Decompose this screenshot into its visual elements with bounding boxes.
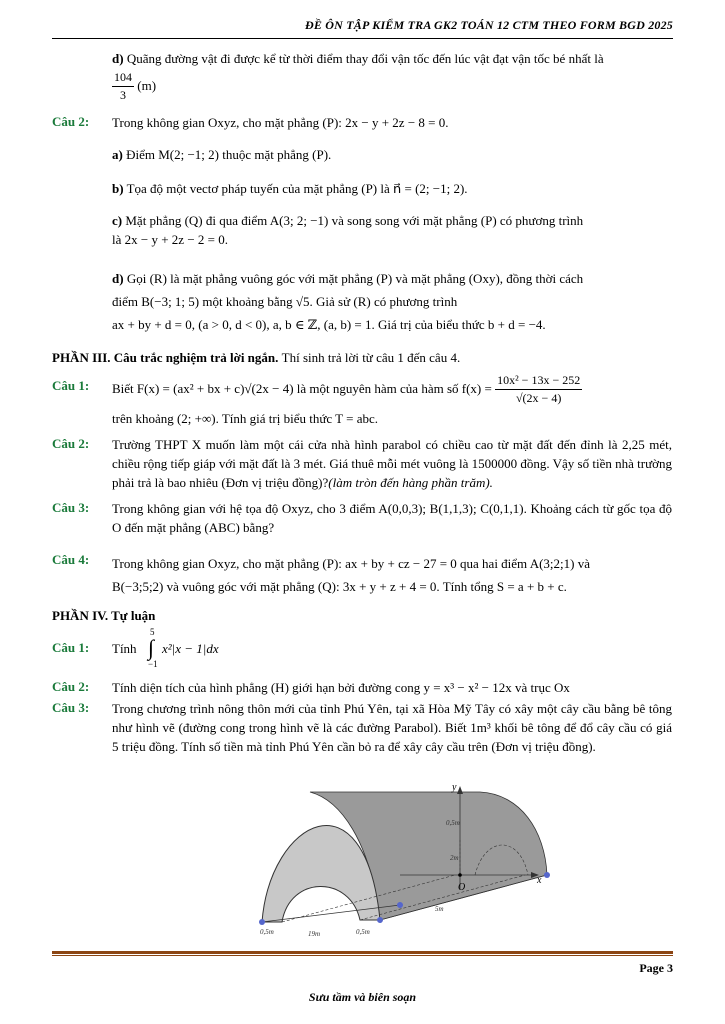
page-number: Page 3 [639, 961, 673, 975]
footer-divider-thick [52, 951, 673, 954]
p4-q1-text: Tính [112, 641, 137, 656]
p3-q1-text1a: Biết F(x) = (ax² + bx + c)√(2x − 4) là một nguyên hàm của hàm số f(x) = [112, 380, 492, 396]
p3-q2 [112, 436, 672, 493]
p2-q2-b [112, 180, 672, 199]
p2-q2-c-text2: là 2x − y + 2z − 2 = 0. [112, 231, 228, 247]
p3-q1 [112, 372, 672, 408]
fig-x-label: x [537, 875, 542, 886]
p3-q3-label: Câu 3: [52, 500, 90, 515]
base-point-front [377, 917, 383, 923]
fig-b3: 0,5m [356, 928, 370, 936]
p2-q2-c-text1: Mặt phẳng (Q) đi qua điểm A(3; 2; −1) và song song với mặt phẳng (P) có phương trình [125, 213, 584, 228]
fig-b1: 0,5m [260, 928, 274, 936]
p3-q2-note: (làm tròn đến hàng phần trăm). [328, 474, 493, 490]
p2-q2-a [112, 146, 672, 165]
p2-q2-stem: Trong không gian Oxyz, cho mặt phẳng (P): 2x − y + 2z − 8 = 0. [112, 115, 449, 130]
fig-o-label: O [458, 882, 466, 893]
p3-q1-fraction [495, 372, 582, 408]
p3-q4-text2: B(−3;5;2) và vuông góc với mặt phẳng (Q): 3x + y + z + 4 = 0. Tính tổng S = a + b + c. [112, 579, 567, 595]
p2-q2-b-text: Tọa độ một vectơ pháp tuyến của mặt phẳng (P) là n⃗ = (2; −1; 2). [126, 181, 468, 196]
p4-q3-text: Trong chương trình nông thôn mới của tỉnh Phú Yên, tại xã Hòa Mỹ Tây có xây một cây cầu bằng bê tông như hình vẽ (đường cong trong hình vẽ là các đường Parabol). Biết 1m³ khối bê tông để đổ cây cầu có giá 5 triệu đồng. Tính số tiền mà tỉnh Phú Yên cần bỏ ra để xây cây cầu trên (Đơn vị triệu đồng). [112, 701, 672, 754]
prev-d-label: d) [112, 51, 124, 66]
p3-q4-label: Câu 4: [52, 552, 90, 567]
y-axis-arrow [457, 786, 463, 794]
base-point-right [544, 872, 550, 878]
p2-q2-d [112, 268, 672, 336]
prev-d-num: 104 [112, 69, 134, 87]
integral-sign: ∫ [148, 635, 155, 660]
p2-q2-d-text3: ax + by + d = 0, (a > 0, d < 0), a, b ∈ ℤ, (a, b) = 1. Giá trị của biểu thức b + d = −4. [112, 316, 546, 332]
p4-q3-label: Câu 3: [52, 700, 90, 715]
base-point-back [397, 902, 403, 908]
p2-q2-c-label: c) [112, 213, 123, 228]
header-divider [52, 38, 673, 39]
p4-q1-lower: −1 [148, 659, 158, 669]
part4-title: PHẦN IV. Tự luận [52, 608, 156, 623]
prev-d-unit: (m) [137, 77, 157, 93]
p4-q1-upper: 5 [150, 627, 155, 637]
p4-q1 [112, 626, 672, 669]
p2-q2-a-text: Điểm M(2; −1; 2) thuộc mặt phẳng (P). [126, 147, 332, 162]
p3-q1-den: √(2x − 4) [515, 391, 562, 406]
part3-subtitle: Thí sinh trả lời từ câu 1 đến câu 4. [281, 350, 461, 365]
part3-title: PHẦN III. Câu trắc nghiệm trả lời ngắn. [52, 350, 279, 365]
fig-top-thickness: 0,5m [446, 819, 460, 827]
p3-q2-text: Trường THPT X muốn làm một cái cửa nhà hình parabol có chiều cao từ mặt đất đến đỉnh là 2,25 mét, chiều rộng tiếp giáp với mặt đất là 3 mét. Giá thuê mỗi mét vuông là 1500000 đồng. Vậy số tiền nhà trường phải trả là bao nhiêu (Đơn vị triệu đồng)? [112, 437, 672, 490]
fig-y-label: y [452, 782, 457, 793]
footer-credit: Sưu tầm và biên soạn [308, 990, 417, 1004]
part3-heading [52, 350, 460, 366]
p4-q1-integrand: x²|x − 1|dx [162, 641, 219, 656]
prev-d-text: Quãng đường vật đi được kể từ thời điểm thay đổi vận tốc đến lúc vật đạt vận tốc bé nhất là [126, 51, 604, 66]
p2-q2-d-label: d) [112, 271, 124, 286]
p2-q2-b-label: b) [112, 181, 124, 196]
p3-q1-label: Câu 1: [52, 378, 90, 393]
p2-q2-d-text1: Gọi (R) là mặt phẳng vuông góc với mặt phẳng (P) và mặt phẳng (Oxy), đồng thời cách [126, 271, 584, 286]
p4-q1-label: Câu 1: [52, 640, 90, 655]
p3-q3-text: Trong không gian với hệ tọa độ Oxyz, cho 3 điểm A(0,0,3); B(1,1,3); C(0,1,1). Khoảng cách từ gốc tọa độ O đến mặt phẳng (ABC) bằng? [112, 501, 672, 535]
prev-d-den: 3 [120, 88, 126, 103]
fig-b2: 19m [308, 930, 321, 938]
p2-q2-d-text2: điểm B(−3; 1; 5) một khoảng bằng √5. Giả sử (R) có phương trình [112, 293, 458, 309]
p4-q2-text: Tính diện tích của hình phẳng (H) giới hạn bởi đường cong y = x³ − x² − 12x và trục Ox [112, 680, 570, 695]
p2-q2-a-label: a) [112, 147, 123, 162]
p3-q4-text1: Trong không gian Oxyz, cho mặt phẳng (P): ax + by + cz − 27 = 0 qua hai điểm A(3;2;1) và [112, 556, 590, 571]
fig-length: 5m [435, 905, 444, 913]
p3-q1-text2: trên khoảng (2; +∞). Tính giá trị biểu thức T = abc. [112, 411, 379, 426]
p3-q1-num: 10x² − 13x − 252 [495, 372, 582, 390]
p3-q2-label: Câu 2: [52, 436, 90, 451]
p3-q4 [112, 552, 672, 599]
base-point-left [259, 919, 265, 925]
prev-d-fraction [112, 69, 134, 105]
prev-part-d [112, 50, 672, 105]
fig-height: 2m [450, 854, 459, 862]
bridge-figure [250, 780, 570, 942]
p2-q2-label: Câu 2: [52, 114, 90, 129]
origin-point [458, 873, 462, 877]
footer-divider-thin [52, 955, 673, 956]
header-title: ĐỀ ÔN TẬP KIỂM TRA GK2 TOÁN 12 CTM THEO FORM BGD 2025 [305, 18, 673, 32]
p2-q2-c [112, 212, 672, 250]
p4-q2-label: Câu 2: [52, 679, 90, 694]
